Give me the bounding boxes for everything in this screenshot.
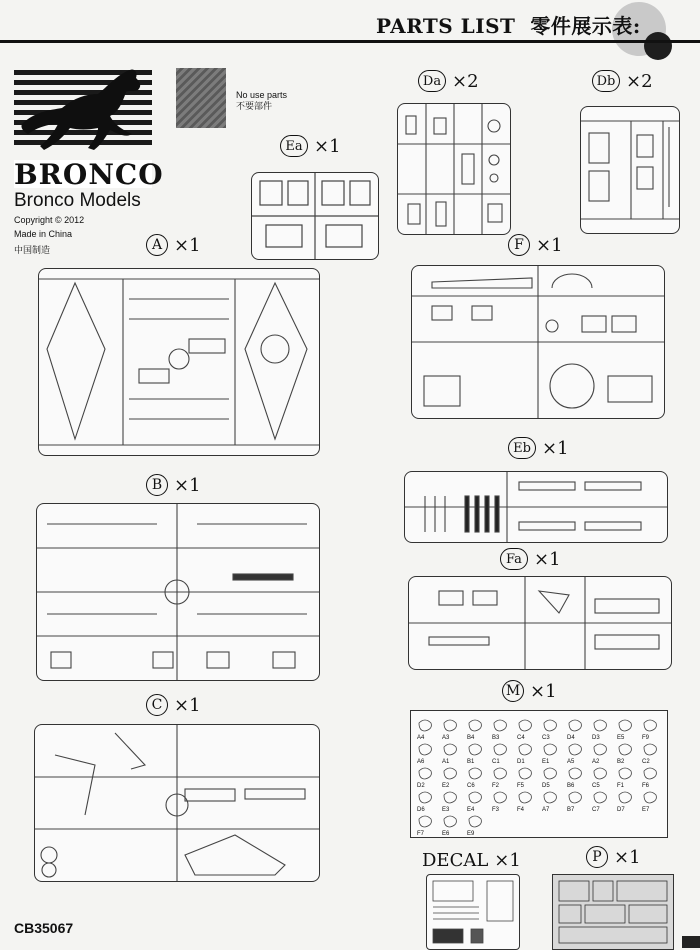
pe-part-shape [444,744,456,755]
label-b-qty: ×1 [174,474,201,496]
pe-part-shape [569,792,581,803]
label-p [586,846,641,868]
pe-part-label: D2 [417,783,425,789]
pe-part-label: A3 [442,735,450,741]
label-ea-letter: Ea [280,135,308,157]
label-m [502,680,557,702]
pe-part-shape [519,768,531,779]
pe-part-shape [494,744,506,755]
label-decal-letter: DECAL [422,850,489,871]
no-use-note [236,90,287,112]
pe-part-shape [469,720,481,731]
pe-part-shape [644,720,656,731]
pe-part-label: A4 [417,735,425,741]
label-f [508,234,563,256]
pe-part-label: E3 [442,807,450,813]
pe-part-label: D5 [542,783,550,789]
label-a [146,234,201,256]
label-da-qty: ×2 [452,70,479,92]
pe-part-shape [644,792,656,803]
label-m-qty: ×1 [530,680,557,702]
pe-part-label: E6 [442,831,450,837]
pe-part-label: F4 [517,807,525,813]
parts-list-heading [376,10,641,39]
pe-part-label: E2 [442,783,450,789]
pe-part-shape [594,720,606,731]
pe-part-label: A5 [567,759,575,765]
pe-part-shape [594,768,606,779]
pe-part-shape [619,768,631,779]
pe-part-label: B2 [617,759,625,765]
made-in-cn: 中国制造 [14,245,51,255]
pe-part-label: F3 [492,807,500,813]
label-b-letter: B [146,474,168,496]
sprue-b [36,503,320,681]
pe-part-label: C1 [492,759,500,765]
label-b [146,474,201,496]
label-c-qty: ×1 [174,694,201,716]
pe-part-shape [444,816,456,827]
pe-part-shape [419,816,431,827]
pe-part-shape [594,792,606,803]
pe-part-shape [494,768,506,779]
label-f-qty: ×1 [536,234,563,256]
header-rule [0,40,700,43]
pe-part-shape [419,744,431,755]
label-a-letter: A [146,234,168,256]
label-eb [508,437,569,459]
pe-part-shape [444,792,456,803]
no-use-text: No use parts [236,90,288,100]
pe-part-label: D1 [517,759,525,765]
sprue-m [410,710,668,838]
pe-part-label: C4 [517,735,525,741]
label-fa-letter: Fa [500,548,528,570]
label-da-letter: Da [418,70,446,92]
copyright: Copyright © 2012 [14,215,85,225]
pe-part-label: B7 [567,807,575,813]
label-db [592,70,653,92]
label-c [146,694,201,716]
pe-part-shape [569,768,581,779]
pe-part-label: D3 [592,735,600,741]
pe-part-label: A1 [442,759,450,765]
pe-part-shape [544,744,556,755]
sprue-ea [251,172,379,260]
sprue-c [34,724,320,882]
parts-list-title: PARTS LIST [376,14,516,38]
pe-part-shape [619,744,631,755]
pe-part-shape [519,792,531,803]
pe-part-shape [419,720,431,731]
pe-part-shape [619,720,631,731]
label-eb-letter: Eb [508,437,536,459]
pe-part-label: B4 [467,735,475,741]
pe-part-shape [419,792,431,803]
pe-part-label: E1 [542,759,550,765]
pe-part-shape [644,768,656,779]
label-f-letter: F [508,234,530,256]
pe-part-label: A6 [417,759,425,765]
pe-part-label: F7 [417,831,425,837]
pe-part-shape [469,744,481,755]
pe-part-shape [494,720,506,731]
label-db-qty: ×2 [626,70,653,92]
pe-part-shape [569,720,581,731]
label-ea [280,135,341,157]
pe-part-shape [494,792,506,803]
header-black-circle [644,32,672,60]
pe-part-label: D7 [617,807,625,813]
made-in: Made in China [14,229,73,239]
photo-etch-p [552,874,674,950]
brand-subtitle: Bronco Models [14,190,141,211]
label-m-letter: M [502,680,524,702]
sprue-db [580,106,680,234]
pe-part-label: C3 [542,735,550,741]
pe-part-shape [619,792,631,803]
pe-part-shape [644,744,656,755]
pe-part-shape [569,744,581,755]
pe-part-label: B6 [567,783,575,789]
label-a-qty: ×1 [174,234,201,256]
pe-part-shape [469,768,481,779]
pe-part-label: D4 [567,735,575,741]
sprue-eb [404,471,668,543]
pe-part-label: F5 [517,783,525,789]
parts-list-title-cn: 零件展示表: [530,14,641,38]
product-code: CB35067 [14,920,74,936]
pe-part-label: F2 [492,783,500,789]
sprue-f [411,265,665,419]
pe-part-shape [444,768,456,779]
pe-part-shape [469,816,481,827]
label-c-letter: C [146,694,168,716]
pe-part-label: E7 [642,807,650,813]
sprue-fa [408,576,672,670]
pe-part-label: C7 [592,807,600,813]
label-db-letter: Db [592,70,620,92]
pe-part-label: D6 [417,807,425,813]
sprue-a [38,268,320,456]
pe-part-label: C5 [592,783,600,789]
pe-part-shape [544,720,556,731]
no-use-text-cn: 不要部件 [236,101,273,111]
label-da [418,70,479,92]
pe-part-shape [444,720,456,731]
pe-part-label: A7 [542,807,550,813]
pe-part-label: F9 [642,735,650,741]
pe-part-label: A2 [592,759,600,765]
label-decal [422,850,521,871]
label-fa-qty: ×1 [534,548,561,570]
brand-name: BRONCO [14,158,164,191]
pe-part-label: E9 [467,831,475,837]
page-corner-tab [682,936,700,948]
pe-part-label: C2 [642,759,650,765]
pe-part-shape [544,768,556,779]
pe-part-label: C6 [467,783,475,789]
label-fa [500,548,561,570]
label-ea-qty: ×1 [314,135,341,157]
label-decal-qty: ×1 [494,850,521,871]
pe-part-label: B3 [492,735,500,741]
pe-part-shape [544,792,556,803]
pe-part-label: B1 [467,759,475,765]
sprue-da [397,103,511,235]
label-p-letter: P [586,846,608,868]
no-use-swatch [176,68,226,128]
pe-part-shape [519,720,531,731]
decal-sheet [426,874,520,950]
pe-part-shape [519,744,531,755]
pe-part-shape [594,744,606,755]
pe-part-label: E5 [617,735,625,741]
label-eb-qty: ×1 [542,437,569,459]
label-p-qty: ×1 [614,846,641,868]
pe-part-label: E4 [467,807,475,813]
pe-part-shape [469,792,481,803]
pe-part-label: F6 [642,783,650,789]
pe-part-label: F1 [617,783,625,789]
pe-part-shape [419,768,431,779]
